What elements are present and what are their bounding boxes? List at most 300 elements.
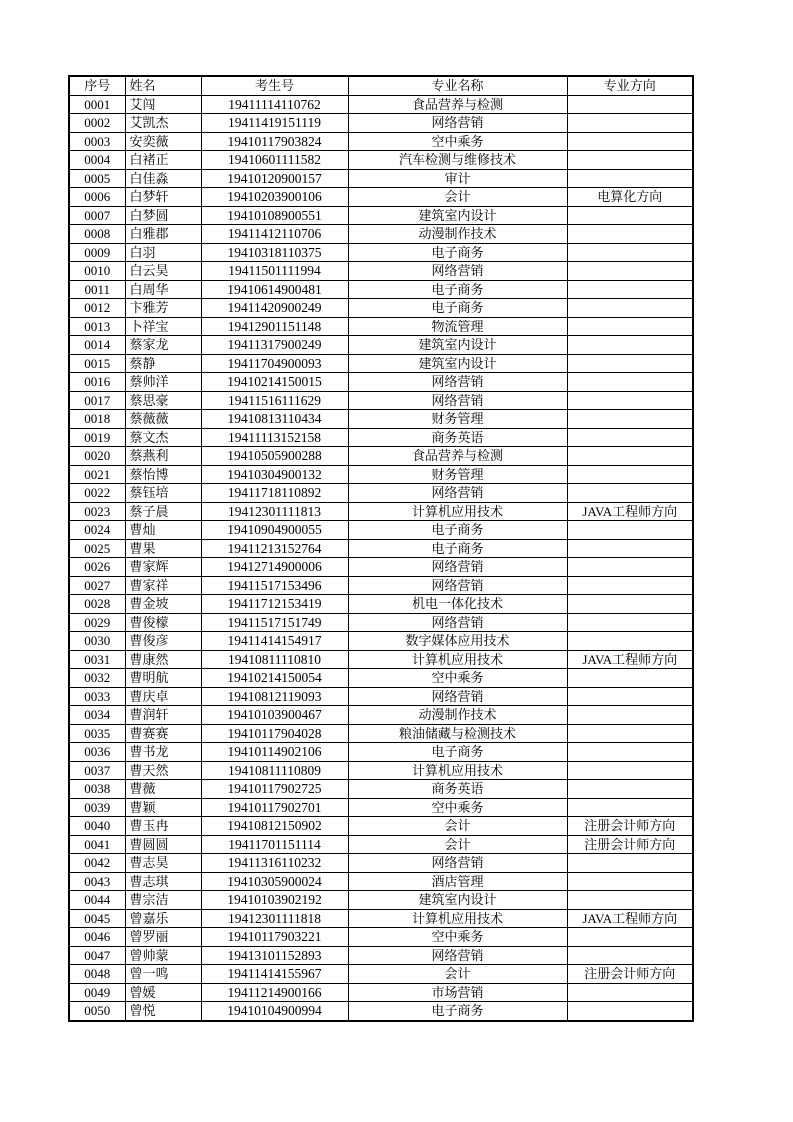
cell-direction <box>567 299 693 318</box>
cell-serial: 0021 <box>69 465 125 484</box>
cell-candidate-no: 19411316110232 <box>201 854 348 873</box>
cell-direction <box>567 114 693 133</box>
cell-direction <box>567 243 693 262</box>
cell-serial: 0040 <box>69 817 125 836</box>
cell-major: 建筑室内设计 <box>348 354 567 373</box>
cell-name: 蔡家龙 <box>125 336 201 355</box>
cell-direction: 电算化方向 <box>567 188 693 207</box>
cell-name: 曹家辉 <box>125 558 201 577</box>
cell-direction <box>567 132 693 151</box>
cell-name: 曹颖 <box>125 798 201 817</box>
cell-direction <box>567 447 693 466</box>
cell-direction <box>567 151 693 170</box>
table-row <box>69 650 693 669</box>
cell-name: 白梦轩 <box>125 188 201 207</box>
cell-direction <box>567 780 693 799</box>
table-row <box>69 817 693 836</box>
cell-direction <box>567 95 693 114</box>
table-row <box>69 299 693 318</box>
cell-candidate-no: 19411317900249 <box>201 336 348 355</box>
cell-serial: 0037 <box>69 761 125 780</box>
cell-serial: 0027 <box>69 576 125 595</box>
cell-major: 会计 <box>348 817 567 836</box>
cell-candidate-no: 19410614900481 <box>201 280 348 299</box>
cell-candidate-no: 19410318110375 <box>201 243 348 262</box>
table-row <box>69 188 693 207</box>
cell-candidate-no: 19410811110809 <box>201 761 348 780</box>
cell-name: 曾一鸣 <box>125 965 201 984</box>
cell-candidate-no: 19410117903824 <box>201 132 348 151</box>
table-row <box>69 1002 693 1021</box>
cell-candidate-no: 19410103900467 <box>201 706 348 725</box>
cell-candidate-no: 19412301111813 <box>201 502 348 521</box>
cell-candidate-no: 19410117904028 <box>201 724 348 743</box>
cell-candidate-no: 19410203900106 <box>201 188 348 207</box>
cell-name: 曹俊檬 <box>125 613 201 632</box>
table-row <box>69 521 693 540</box>
cell-direction <box>567 854 693 873</box>
cell-candidate-no: 19410812119093 <box>201 687 348 706</box>
cell-direction <box>567 928 693 947</box>
cell-serial: 0049 <box>69 983 125 1002</box>
cell-candidate-no: 19411501111994 <box>201 262 348 281</box>
cell-direction <box>567 576 693 595</box>
cell-major: 汽车检测与维修技术 <box>348 151 567 170</box>
cell-serial: 0008 <box>69 225 125 244</box>
cell-candidate-no: 19410104900994 <box>201 1002 348 1021</box>
table-row <box>69 151 693 170</box>
cell-major: 会计 <box>348 188 567 207</box>
cell-name: 曾媛 <box>125 983 201 1002</box>
cell-serial: 0025 <box>69 539 125 558</box>
cell-candidate-no: 19412901151148 <box>201 317 348 336</box>
cell-direction <box>567 706 693 725</box>
cell-candidate-no: 19411214900166 <box>201 983 348 1002</box>
cell-serial: 0011 <box>69 280 125 299</box>
cell-name: 曹果 <box>125 539 201 558</box>
column-header: 专业方向 <box>567 76 693 95</box>
cell-major: 会计 <box>348 835 567 854</box>
table-row <box>69 539 693 558</box>
table-row <box>69 243 693 262</box>
cell-serial: 0034 <box>69 706 125 725</box>
table-row <box>69 280 693 299</box>
cell-serial: 0026 <box>69 558 125 577</box>
cell-name: 卞雅芳 <box>125 299 201 318</box>
cell-name: 曹家祥 <box>125 576 201 595</box>
table-row <box>69 872 693 891</box>
cell-candidate-no: 19410108900551 <box>201 206 348 225</box>
cell-name: 蔡薇薇 <box>125 410 201 429</box>
table-row <box>69 835 693 854</box>
cell-serial: 0010 <box>69 262 125 281</box>
cell-major: 网络营销 <box>348 946 567 965</box>
cell-candidate-no: 19411414154917 <box>201 632 348 651</box>
cell-candidate-no: 19413101152893 <box>201 946 348 965</box>
cell-serial: 0048 <box>69 965 125 984</box>
cell-direction <box>567 317 693 336</box>
cell-major: 电子商务 <box>348 280 567 299</box>
cell-serial: 0017 <box>69 391 125 410</box>
cell-direction <box>567 354 693 373</box>
cell-major: 酒店管理 <box>348 872 567 891</box>
table-row <box>69 95 693 114</box>
cell-candidate-no: 19411419151119 <box>201 114 348 133</box>
cell-name: 曹志琪 <box>125 872 201 891</box>
cell-serial: 0041 <box>69 835 125 854</box>
cell-name: 白梦圆 <box>125 206 201 225</box>
cell-direction: 注册会计师方向 <box>567 817 693 836</box>
cell-direction <box>567 262 693 281</box>
cell-candidate-no: 19410117902701 <box>201 798 348 817</box>
table-row <box>69 613 693 632</box>
cell-major: 商务英语 <box>348 428 567 447</box>
cell-direction <box>567 280 693 299</box>
table-row <box>69 447 693 466</box>
cell-direction <box>567 1002 693 1021</box>
cell-major: 建筑室内设计 <box>348 891 567 910</box>
cell-major: 网络营销 <box>348 114 567 133</box>
cell-direction <box>567 336 693 355</box>
cell-major: 电子商务 <box>348 521 567 540</box>
cell-name: 曾罗丽 <box>125 928 201 947</box>
cell-candidate-no: 19412301111818 <box>201 909 348 928</box>
cell-direction <box>567 872 693 891</box>
cell-direction <box>567 428 693 447</box>
column-header: 序号 <box>69 76 125 95</box>
cell-candidate-no: 19410304900132 <box>201 465 348 484</box>
cell-candidate-no: 19411718110892 <box>201 484 348 503</box>
table-row <box>69 780 693 799</box>
cell-major: 空中乘务 <box>348 798 567 817</box>
cell-major: 网络营销 <box>348 558 567 577</box>
cell-major: 动漫制作技术 <box>348 706 567 725</box>
cell-major: 网络营销 <box>348 391 567 410</box>
cell-major: 食品营养与检测 <box>348 447 567 466</box>
cell-candidate-no: 19410214150015 <box>201 373 348 392</box>
cell-serial: 0007 <box>69 206 125 225</box>
cell-direction <box>567 558 693 577</box>
cell-candidate-no: 19411113152158 <box>201 428 348 447</box>
column-header: 专业名称 <box>348 76 567 95</box>
cell-name: 白佳淼 <box>125 169 201 188</box>
table-row <box>69 336 693 355</box>
cell-candidate-no: 19410812150902 <box>201 817 348 836</box>
cell-major: 空中乘务 <box>348 928 567 947</box>
table-row <box>69 465 693 484</box>
cell-candidate-no: 19410601111582 <box>201 151 348 170</box>
table-row <box>69 965 693 984</box>
cell-serial: 0038 <box>69 780 125 799</box>
cell-major: 市场营销 <box>348 983 567 1002</box>
table-row <box>69 724 693 743</box>
table-row <box>69 558 693 577</box>
cell-major: 财务管理 <box>348 465 567 484</box>
cell-candidate-no: 19411704900093 <box>201 354 348 373</box>
cell-name: 艾闯 <box>125 95 201 114</box>
cell-serial: 0031 <box>69 650 125 669</box>
cell-direction <box>567 983 693 1002</box>
table-row <box>69 669 693 688</box>
table-row <box>69 502 693 521</box>
cell-serial: 0009 <box>69 243 125 262</box>
cell-name: 蔡静 <box>125 354 201 373</box>
cell-candidate-no: 19411701151114 <box>201 835 348 854</box>
cell-serial: 0042 <box>69 854 125 873</box>
cell-name: 曹圆圆 <box>125 835 201 854</box>
table-row <box>69 909 693 928</box>
cell-direction <box>567 465 693 484</box>
table-row <box>69 391 693 410</box>
cell-major: 计算机应用技术 <box>348 502 567 521</box>
cell-direction <box>567 595 693 614</box>
cell-serial: 0036 <box>69 743 125 762</box>
cell-candidate-no: 19411412110706 <box>201 225 348 244</box>
cell-serial: 0023 <box>69 502 125 521</box>
table-header <box>69 76 693 95</box>
cell-serial: 0018 <box>69 410 125 429</box>
cell-direction: 注册会计师方向 <box>567 965 693 984</box>
cell-candidate-no: 19410505900288 <box>201 447 348 466</box>
table-row <box>69 262 693 281</box>
cell-serial: 0028 <box>69 595 125 614</box>
cell-name: 蔡子晨 <box>125 502 201 521</box>
table-row <box>69 225 693 244</box>
cell-direction <box>567 798 693 817</box>
cell-serial: 0005 <box>69 169 125 188</box>
cell-serial: 0043 <box>69 872 125 891</box>
table-row <box>69 983 693 1002</box>
cell-direction <box>567 521 693 540</box>
cell-name: 白羽 <box>125 243 201 262</box>
cell-major: 计算机应用技术 <box>348 650 567 669</box>
cell-major: 粮油储藏与检测技术 <box>348 724 567 743</box>
cell-serial: 0044 <box>69 891 125 910</box>
cell-major: 网络营销 <box>348 576 567 595</box>
cell-candidate-no: 19411414155967 <box>201 965 348 984</box>
table-row <box>69 854 693 873</box>
cell-name: 曹天然 <box>125 761 201 780</box>
column-header: 考生号 <box>201 76 348 95</box>
cell-name: 卜祥宝 <box>125 317 201 336</box>
cell-serial: 0022 <box>69 484 125 503</box>
table-row <box>69 114 693 133</box>
table-row <box>69 595 693 614</box>
cell-direction <box>567 632 693 651</box>
cell-name: 曹润轩 <box>125 706 201 725</box>
cell-major: 网络营销 <box>348 613 567 632</box>
cell-direction: 注册会计师方向 <box>567 835 693 854</box>
cell-major: 机电一体化技术 <box>348 595 567 614</box>
cell-serial: 0047 <box>69 946 125 965</box>
cell-major: 空中乘务 <box>348 132 567 151</box>
cell-candidate-no: 19410117903221 <box>201 928 348 947</box>
cell-serial: 0004 <box>69 151 125 170</box>
cell-major: 计算机应用技术 <box>348 761 567 780</box>
cell-name: 蔡文杰 <box>125 428 201 447</box>
cell-name: 安奕薇 <box>125 132 201 151</box>
cell-serial: 0024 <box>69 521 125 540</box>
table-row <box>69 373 693 392</box>
cell-serial: 0039 <box>69 798 125 817</box>
cell-name: 曹俊彦 <box>125 632 201 651</box>
cell-direction <box>567 206 693 225</box>
cell-name: 曹书龙 <box>125 743 201 762</box>
cell-serial: 0013 <box>69 317 125 336</box>
cell-candidate-no: 19412714900006 <box>201 558 348 577</box>
table-row <box>69 428 693 447</box>
cell-serial: 0001 <box>69 95 125 114</box>
cell-candidate-no: 19410214150054 <box>201 669 348 688</box>
cell-direction <box>567 743 693 762</box>
cell-name: 曾嘉乐 <box>125 909 201 928</box>
cell-major: 网络营销 <box>348 854 567 873</box>
cell-serial: 0045 <box>69 909 125 928</box>
table-row <box>69 410 693 429</box>
cell-name: 曾悦 <box>125 1002 201 1021</box>
table-row <box>69 928 693 947</box>
cell-serial: 0050 <box>69 1002 125 1021</box>
cell-major: 电子商务 <box>348 539 567 558</box>
cell-name: 曹康然 <box>125 650 201 669</box>
cell-major: 审计 <box>348 169 567 188</box>
cell-name: 白周华 <box>125 280 201 299</box>
cell-serial: 0030 <box>69 632 125 651</box>
table-row <box>69 206 693 225</box>
cell-direction <box>567 225 693 244</box>
cell-serial: 0003 <box>69 132 125 151</box>
cell-direction <box>567 669 693 688</box>
cell-direction <box>567 891 693 910</box>
table-row <box>69 891 693 910</box>
cell-direction: JAVA工程师方向 <box>567 909 693 928</box>
cell-name: 曹玉冉 <box>125 817 201 836</box>
cell-name: 曾帅蒙 <box>125 946 201 965</box>
cell-direction: JAVA工程师方向 <box>567 650 693 669</box>
cell-major: 财务管理 <box>348 410 567 429</box>
table-row <box>69 354 693 373</box>
cell-direction: JAVA工程师方向 <box>567 502 693 521</box>
cell-direction <box>567 724 693 743</box>
table-row <box>69 743 693 762</box>
cell-major: 动漫制作技术 <box>348 225 567 244</box>
table-row <box>69 169 693 188</box>
cell-candidate-no: 19410811110810 <box>201 650 348 669</box>
cell-major: 数字媒体应用技术 <box>348 632 567 651</box>
cell-serial: 0029 <box>69 613 125 632</box>
table-row <box>69 632 693 651</box>
cell-candidate-no: 19411712153419 <box>201 595 348 614</box>
cell-candidate-no: 19411213152764 <box>201 539 348 558</box>
cell-candidate-no: 19410305900024 <box>201 872 348 891</box>
cell-candidate-no: 19411517153496 <box>201 576 348 595</box>
cell-direction <box>567 373 693 392</box>
cell-serial: 0002 <box>69 114 125 133</box>
cell-name: 白云昊 <box>125 262 201 281</box>
cell-major: 网络营销 <box>348 484 567 503</box>
cell-name: 曹灿 <box>125 521 201 540</box>
cell-name: 蔡思豪 <box>125 391 201 410</box>
student-table <box>68 75 694 1022</box>
cell-name: 曹明航 <box>125 669 201 688</box>
cell-name: 蔡燕利 <box>125 447 201 466</box>
cell-candidate-no: 19411517151749 <box>201 613 348 632</box>
cell-candidate-no: 19411516111629 <box>201 391 348 410</box>
cell-direction <box>567 410 693 429</box>
cell-serial: 0014 <box>69 336 125 355</box>
cell-major: 电子商务 <box>348 243 567 262</box>
cell-candidate-no: 19410120900157 <box>201 169 348 188</box>
table-row <box>69 576 693 595</box>
cell-name: 曹赛赛 <box>125 724 201 743</box>
cell-serial: 0033 <box>69 687 125 706</box>
cell-name: 曹志昊 <box>125 854 201 873</box>
table-row <box>69 484 693 503</box>
table-row <box>69 798 693 817</box>
table-row <box>69 761 693 780</box>
cell-major: 网络营销 <box>348 687 567 706</box>
cell-serial: 0012 <box>69 299 125 318</box>
cell-serial: 0046 <box>69 928 125 947</box>
cell-major: 电子商务 <box>348 743 567 762</box>
cell-name: 曹金坡 <box>125 595 201 614</box>
table-row <box>69 946 693 965</box>
cell-candidate-no: 19410813110434 <box>201 410 348 429</box>
cell-major: 物流管理 <box>348 317 567 336</box>
cell-serial: 0020 <box>69 447 125 466</box>
cell-major: 商务英语 <box>348 780 567 799</box>
cell-name: 曹薇 <box>125 780 201 799</box>
cell-name: 蔡钰培 <box>125 484 201 503</box>
cell-major: 计算机应用技术 <box>348 909 567 928</box>
cell-serial: 0035 <box>69 724 125 743</box>
cell-direction <box>567 484 693 503</box>
cell-candidate-no: 19410103902192 <box>201 891 348 910</box>
cell-name: 曹宗洁 <box>125 891 201 910</box>
cell-major: 建筑室内设计 <box>348 206 567 225</box>
cell-serial: 0015 <box>69 354 125 373</box>
cell-name: 白雅郡 <box>125 225 201 244</box>
cell-major: 网络营销 <box>348 262 567 281</box>
cell-name: 曹庆卓 <box>125 687 201 706</box>
cell-name: 白褚正 <box>125 151 201 170</box>
table-row <box>69 687 693 706</box>
cell-direction <box>567 946 693 965</box>
cell-name: 蔡帅洋 <box>125 373 201 392</box>
cell-serial: 0016 <box>69 373 125 392</box>
cell-major: 建筑室内设计 <box>348 336 567 355</box>
table-row <box>69 706 693 725</box>
cell-candidate-no: 19410117902725 <box>201 780 348 799</box>
cell-major: 空中乘务 <box>348 669 567 688</box>
cell-major: 网络营销 <box>348 373 567 392</box>
table-body <box>69 95 693 1021</box>
cell-direction <box>567 539 693 558</box>
cell-serial: 0019 <box>69 428 125 447</box>
cell-direction <box>567 687 693 706</box>
cell-candidate-no: 19410904900055 <box>201 521 348 540</box>
cell-major: 食品营养与检测 <box>348 95 567 114</box>
cell-serial: 0032 <box>69 669 125 688</box>
header-row <box>69 76 693 95</box>
cell-serial: 0006 <box>69 188 125 207</box>
cell-candidate-no: 19410114902106 <box>201 743 348 762</box>
table-row <box>69 317 693 336</box>
cell-major: 电子商务 <box>348 299 567 318</box>
table-row <box>69 132 693 151</box>
column-header: 姓名 <box>125 76 201 95</box>
cell-major: 电子商务 <box>348 1002 567 1021</box>
